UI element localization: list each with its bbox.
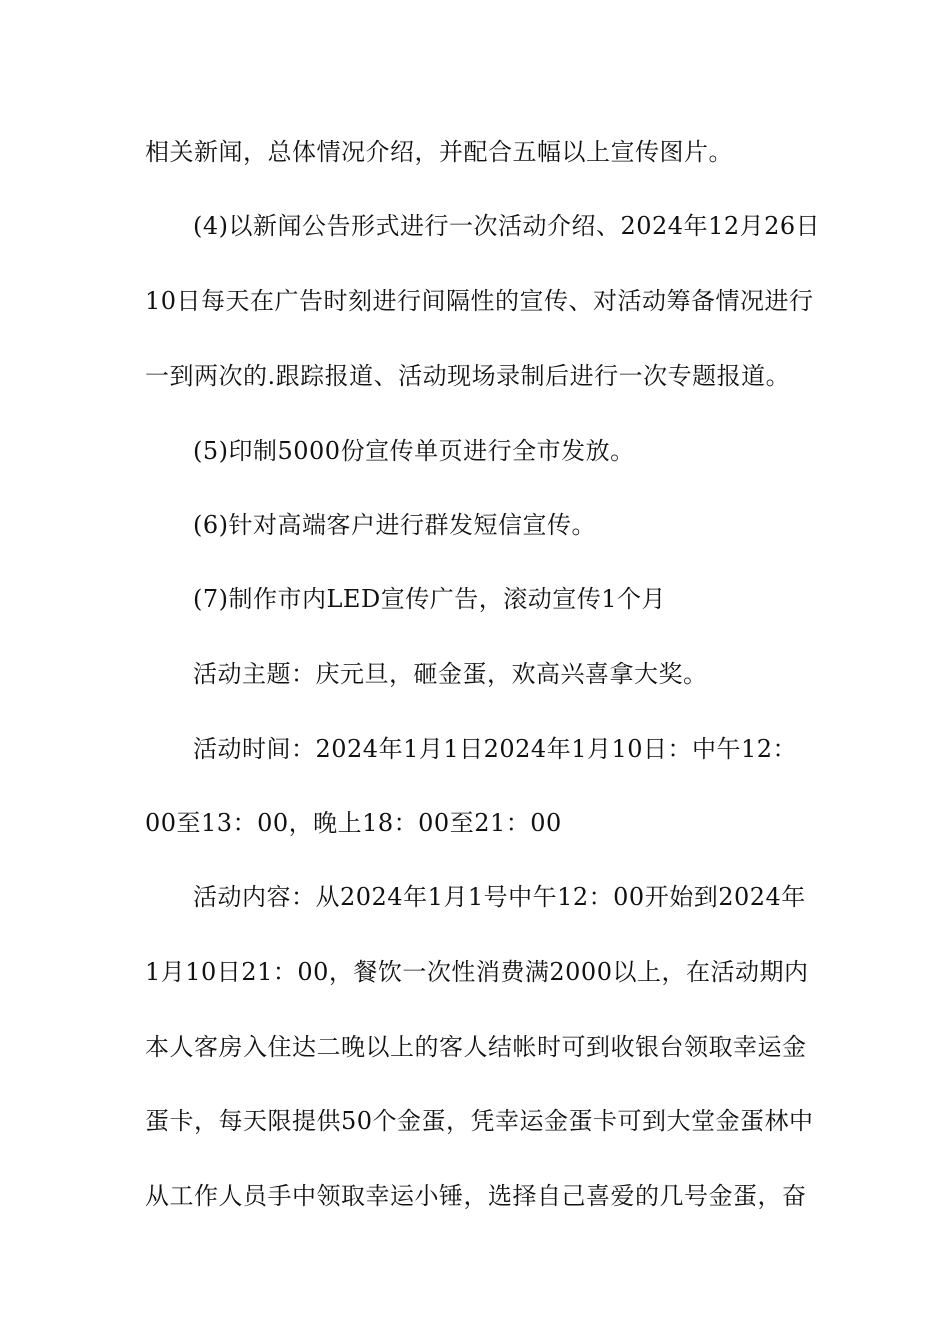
text-line: 活动内容：从2024年1月1号中午12：00开始到2024年 [193,883,806,911]
text-line: 1月10日21：00，餐饮一次性消费满2000以上，在活动期内 [145,958,809,986]
text-line: (4)以新闻公告形式进行一次活动介绍、2024年12月26日 [193,212,821,240]
text-line: 蛋卡，每天限提供50个金蛋，凭幸运金蛋卡可到大堂金蛋林中 [145,1107,814,1135]
text-line: 00至13：00，晚上18：00至21：00 [145,809,562,837]
text-line: 本人客房入住达二晚以上的客人结帐时可到收银台领取幸运金 [145,1033,807,1061]
text-line: 从工作人员手中领取幸运小锤，选择自己喜爱的几号金蛋，奋 [145,1182,807,1210]
text-line: (5)印制5000份宣传单页进行全市发放。 [193,437,635,465]
text-line: (7)制作市内LED宣传广告，滚动宣传1个月 [193,585,666,613]
text-line: (6)针对高端客户进行群发短信宣传。 [193,511,596,539]
text-line: 10日每天在广告时刻进行间隔性的宣传、对活动筹备情况进行 [145,287,814,315]
text-line: 活动时间：2024年1月1日2024年1月10日：中午12： [193,735,798,763]
text-line: 活动主题：庆元旦，砸金蛋，欢高兴喜拿大奖。 [193,660,708,688]
text-line: 相关新闻，总体情况介绍，并配合五幅以上宣传图片。 [145,138,733,166]
text-line: 一到两次的.跟踪报道、活动现场录制后进行一次专题报道。 [145,362,791,390]
